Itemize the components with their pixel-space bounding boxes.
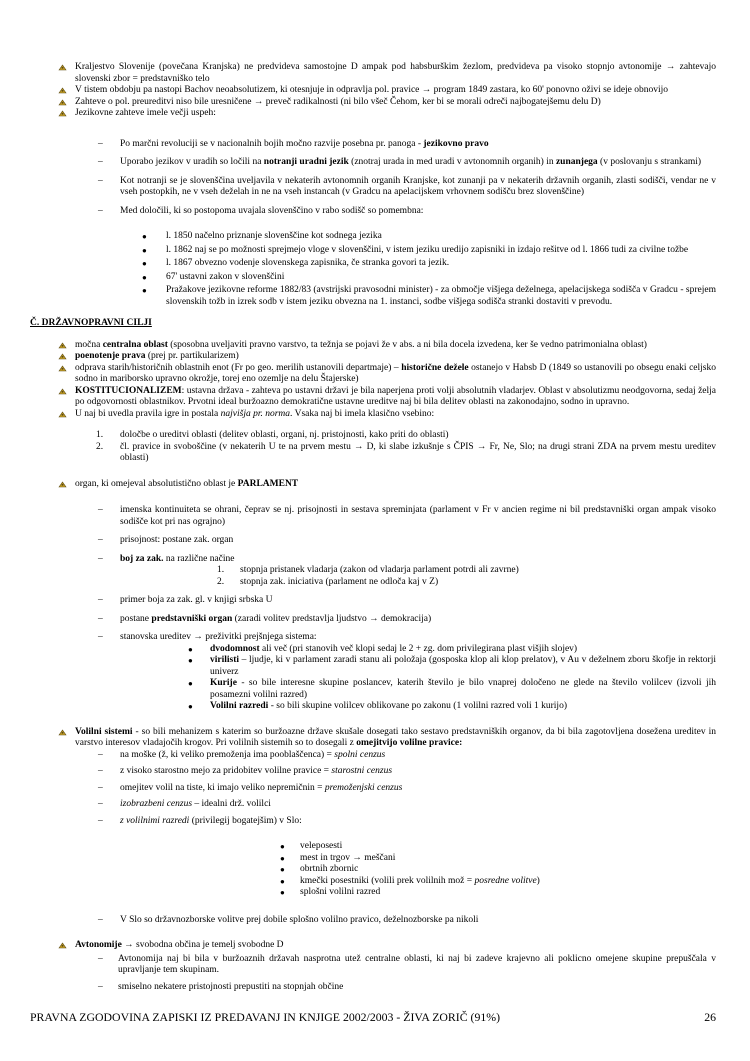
wingding-bullet-icon bbox=[58, 410, 67, 419]
list-item: – Kot notranji se je slovenščina uveljavila v nekaterih avtonomnih organih Kranjske, kot zunanji pa v nekaterih državnih organih, zlasti sodišči, vendar ne v vseh postopkih, ne v vseh deželah in ne na vseh instancah (v Gradcu na apelacijskem vrhovnem sodišču brez slovenščine) bbox=[98, 175, 716, 197]
list-item: ● Volilni razredi - so bili skupine volilcev oblikovane po zakonu (1 volilni razred voli 1 kurijo) bbox=[188, 701, 567, 711]
list-item: Jezikovne zahteve imele večji uspeh: bbox=[30, 108, 716, 120]
list-item: ● virilisti – ljudje, ki v parlament zaradi stanu ali položaja (gosposka klop ali klop prelatov), v Au v deželnem zboru škofje in rektorji univerz bbox=[188, 655, 716, 677]
wingding-bullet-icon bbox=[58, 480, 67, 489]
list-item: – z volilnimi razredi (privilegij bogatejšim) v Slo: bbox=[98, 815, 302, 826]
list-item: Volilni sistemi - so bili mehanizem s katerim so buržoazne države skušale dosegati tako sestavo predstavniških organov, da bi bila zagotovljena dosežena ureditev in varstvo interesov vladajočih krogov. Pri volilnih sistemih so to dosegali z omejitvijo volilne pravice: bbox=[30, 727, 716, 750]
list-item: ● l. 1862 naj se po možnosti sprejmejo vloge v slovenščini, v istem jeziku uredijo zapisniki in izdajo rešitve od l. 1866 tudi za civilne tožbe bbox=[142, 244, 689, 255]
list-item: – Po marčni revoluciji se v nacionalnih bojih močno razvije posebna pr. panoga - jezikovno pravo bbox=[98, 138, 489, 149]
wingding-bullet-icon bbox=[58, 341, 67, 350]
page-number: 26 bbox=[704, 1010, 716, 1024]
list-item: – z visoko starostno mejo za pridobitev volilne pravice = starostni cenzus bbox=[98, 766, 393, 776]
wingding-bullet-icon bbox=[58, 941, 67, 950]
list-item: – V Slo so državnozborske volitve prej dobile splošno volilno pravico, deželnozborske pa nikoli bbox=[98, 914, 479, 925]
list-item: U naj bi uvedla pravila igre in postala najvišja pr. norma. Vsaka naj bi imela klasično vsebino: bbox=[30, 409, 716, 421]
list-item: odprava starih/historičnih oblastnih enot (Fr po geo. merilih ustanovili departmaje) – historične dežele ostanejo v Habsb D (1849 so ustanovili po obsegu enaki celjsko sodno in mariborsko upravno okrožje, torej eno ozemlje na delu Štajerske) bbox=[30, 363, 716, 386]
wingding-bullet-icon bbox=[58, 364, 67, 373]
list-item: močna centralna oblast (sposobna uveljaviti pravno varstvo, ta težnja se pojavi že v abs. a ni bila docela izvedena, ker še vedno patrimonialna oblast) bbox=[30, 340, 716, 352]
wingding-bullet-icon bbox=[58, 63, 67, 72]
list-item: 1. stopnja pristanek vladarja (zakon od vladarja parlament potrdi ali zavrne) bbox=[217, 565, 519, 575]
wingding-bullet-icon bbox=[58, 387, 67, 396]
list-item: ● dvodomnost ali več (pri stanovih več klopi sedaj le 2 + zg. dom privilegirana plast višjih slojev) bbox=[188, 643, 578, 654]
list-item: – prisojnost: postane zak. organ bbox=[98, 535, 234, 545]
list-item: – Avtonomija naj bi bila v buržoaznih državah nasprotna utež centralne oblasti, ki naj bi zadeve krajevno ali poklicno omejene skupine prepuščala v upravljanje tem skupinam. bbox=[98, 953, 716, 975]
wingding-bullet-icon bbox=[58, 352, 67, 361]
list-item: – stanovska ureditev → preživitki prejšnjega sistema: bbox=[98, 632, 317, 642]
list-item: poenotenje prava (prej pr. partikularizem) bbox=[30, 351, 716, 363]
list-item: – smiselno nekatere pristojnosti prepustiti na stopnjah občine bbox=[98, 981, 344, 992]
wingding-bullet-icon bbox=[58, 728, 67, 737]
list-item: ● 67' ustavni zakon v slovenščini bbox=[142, 271, 285, 282]
list-item: 2. stopnja zak. iniciativa (parlament ne odloča kaj v Z) bbox=[217, 576, 439, 587]
list-item: – primer boja za zak. gl. v knjigi srbska U bbox=[98, 595, 273, 605]
list-item: – imenska kontinuiteta se ohrani, čeprav se nj. prisojnosti in sestava spreminjata (parlament v Fr v ancien regime ni bil predstavniški organ ampak visoko sodišče kot pri nas ograjno) bbox=[98, 505, 716, 527]
wingding-bullet-icon bbox=[58, 86, 67, 95]
list-item: V tistem obdobju pa nastopi Bachov neoabsolutizem, ki otesnjuje in odpravlja pol. pravice → program 1849 zastara, ko 60' ponovno oživi se ideje obnovijo bbox=[30, 85, 716, 97]
list-item: Avtonomije → svobodna občina je temelj svobodne D bbox=[30, 940, 716, 952]
list-item: ● veleposesti bbox=[280, 841, 343, 851]
list-item: organ, ki omejeval absolutistično oblast je PARLAMENT bbox=[30, 479, 716, 491]
list-item: Kraljestvo Slovenije (povečana Kranjska) ne predvideva samostojne D ampak pod habsburškim žezlom, predvideva pa visoko stopnjo avtonomije → zahtevajo slovenski zbor = predstavniško telo bbox=[30, 62, 716, 85]
list-item: – omejitev volil na tiste, ki imajo veliko nepremičnin = premoženjski cenzus bbox=[98, 782, 403, 793]
list-item: ● l. 1867 obvezno vodenje slovenskega zapisnika, če stranka govori ta jezik. bbox=[142, 258, 450, 268]
list-item: – Med določili, ki so postopoma uvajala slovenščino v rabo sodišč so pomembna: bbox=[98, 205, 424, 216]
list-item: – Uporabo jezikov v uradih so ločili na notranji uradni jezik (znotraj urada in med uradi v avtonomnih organih) in zunanjega (v poslovanju s strankami) bbox=[98, 157, 702, 167]
list-item: ● Kurije - so bile interesne skupine poslancev, katerih število je bilo vnaprej določeno ne glede na število volilcev (izvoli jih posamezni volilni razred) bbox=[188, 678, 716, 700]
list-item: ● kmečki posestniki (volili prek volilnih mož = posredne volitve) bbox=[280, 875, 540, 886]
list-item: ● obrtnih zbornic bbox=[280, 864, 359, 874]
section-heading: Č. DRŽAVNOPRAVNI CILJI bbox=[30, 318, 152, 328]
page-footer bbox=[30, 1012, 716, 1024]
list-item: 1. določbe o ureditvi oblasti (delitev oblasti, organi, nj. pristojnosti, kako priti do oblasti) bbox=[96, 430, 449, 440]
list-item: ● splošni volilni razred bbox=[280, 887, 381, 897]
list-item: – boj za zak. na različne načine bbox=[98, 553, 235, 564]
list-item: ● Pražakove jezikovne reforme 1882/83 (avstrijski pravosodni minister) - za območje višjega deželnega, apelacijskega sodišča v Gradcu - sprejem slovenskih tožb in izrek sodb v istem jeziku obvezna na 1. instanci, sodbe višjega sodišča stranki dostaviti v prevodu. bbox=[142, 285, 716, 307]
list-item: 2. čl. pravice in svoboščine (v nekaterih U te na prvem mestu → D, ki slabe izkušnje s ČPIS → Fr, Ne, Slo; na drugi strani ZDA na prvem mestu ureditev oblasti) bbox=[96, 441, 716, 463]
list-item: KOSTITUCIONALIZEM: ustavna država - zahteva po ustavni državi je bila naperjena proti volji absolutnih vladarjev. Oblast v absolutizmu neodgovorna, sedaj želja po odgovornosti oblastnikov. Prvotni ideal buržoazno demokratične ustavne ureditve naj bi bila delitev oblasti na zakonodajno, sodno in upravno. bbox=[30, 386, 716, 409]
list-item: Zahteve o pol. preureditvi niso bile uresničene → preveč radikalnosti (ni bilo všeč Čehom, ker bi se morali odreči najbogatejšemu delu D) bbox=[30, 97, 716, 109]
list-item: – izobrazbeni cenzus – idealni drž. volilci bbox=[98, 799, 271, 809]
list-item: ● mest in trgov → meščani bbox=[280, 852, 396, 863]
wingding-bullet-icon bbox=[58, 109, 67, 118]
wingding-bullet-icon bbox=[58, 98, 67, 107]
list-item: – postane predstavniški organ (zaradi volitev predstavlja ljudstvo → demokracija) bbox=[98, 613, 432, 624]
list-item: ● l. 1850 načelno priznanje slovenščine kot sodnega jezika bbox=[142, 231, 382, 241]
document-body bbox=[30, 62, 716, 993]
footer-title: PRAVNA ZGODOVINA ZAPISKI IZ PREDAVANJ IN KNJIGE 2002/2003 - ŽIVA ZORIČ (91%) bbox=[30, 1010, 501, 1024]
list-item: – na moške (ž, ki veliko premoženja ima pooblaščenca) = spolni cenzus bbox=[98, 749, 386, 760]
